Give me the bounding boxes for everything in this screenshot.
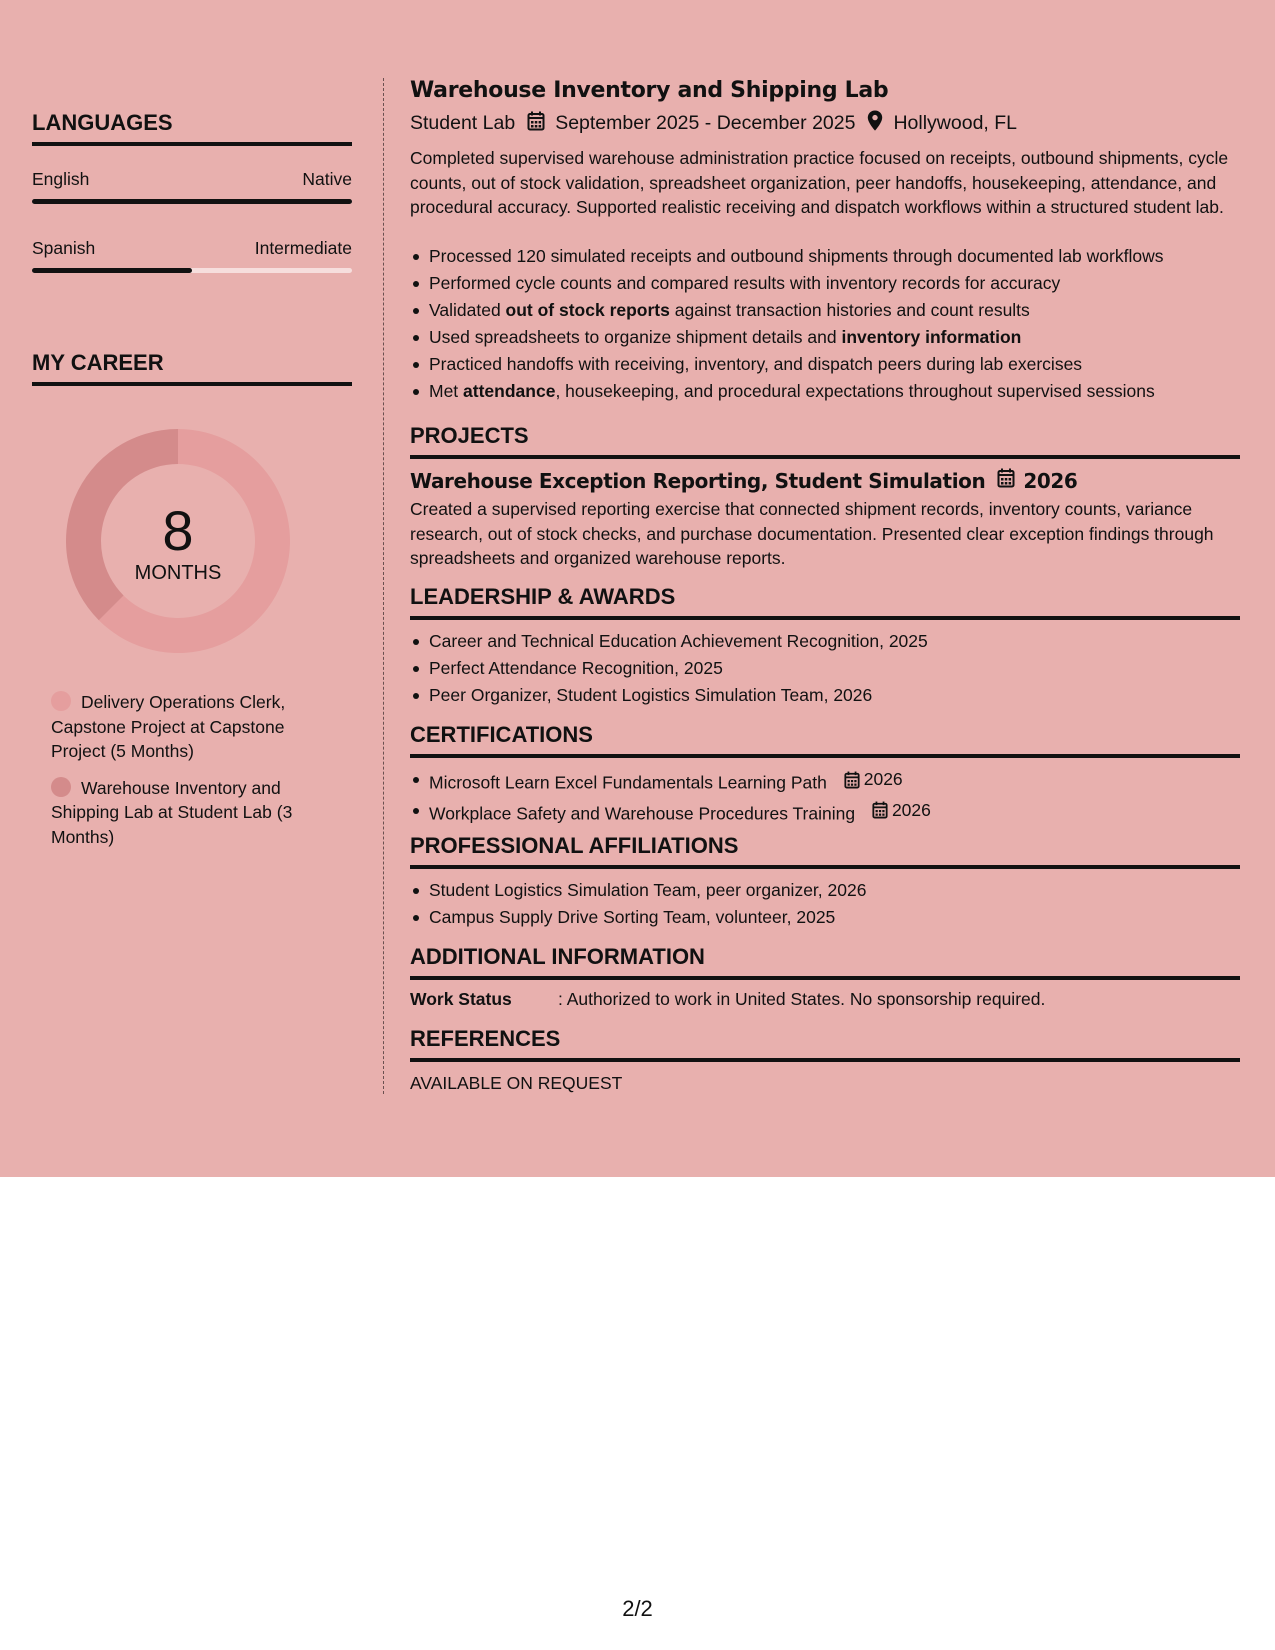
- calendar-icon: [997, 468, 1015, 493]
- job-description: Completed supervised warehouse administration practice focused on receipts, outbound shipments, cycle counts, out of stock validation, spreadsheet organization, peer handoffs, housekeeping, attendance, and procedural accuracy. Supported realistic receiving and dispatch workflows within a structured student lab.: [410, 148, 1229, 217]
- leadership-item: Career and Technical Education Achievement Recognition, 2025: [410, 628, 1240, 655]
- language-level: Intermediate: [254, 238, 352, 258]
- section-rule: [410, 754, 1240, 758]
- language-proficiency-bar: [32, 268, 352, 273]
- job-bullet: Met attendance, housekeeping, and procedural expectations throughout supervised sessions: [410, 378, 1163, 405]
- certifications-heading: CERTIFICATIONS: [410, 722, 593, 747]
- language-name: Spanish: [32, 238, 96, 258]
- section-rule: [410, 616, 1240, 620]
- leadership-heading: LEADERSHIP & AWARDS: [410, 584, 676, 609]
- languages-section: [32, 110, 352, 146]
- calendar-icon: [872, 801, 888, 819]
- job-title: Warehouse Inventory and Shipping Lab: [410, 78, 889, 103]
- career-section: [32, 350, 352, 386]
- certification-name: Microsoft Learn Excel Fundamentals Learning Path: [429, 772, 827, 793]
- section-rule: [410, 455, 1240, 459]
- certifications-list: [410, 766, 1240, 827]
- certification-date: [872, 797, 931, 824]
- section-rule: [410, 976, 1240, 980]
- project-header: [410, 468, 1240, 493]
- section-rule: [410, 865, 1240, 869]
- job-dates: September 2025 - December 2025: [555, 112, 856, 134]
- column-divider: [383, 78, 384, 1094]
- affiliations-list: [410, 877, 1240, 931]
- job-bullet: Used spreadsheets to organize shipment details and inventory information: [410, 324, 1163, 351]
- job-location: Hollywood, FL: [893, 112, 1018, 134]
- language-proficiency-fill: [32, 199, 352, 204]
- location-pin-icon: [867, 110, 883, 137]
- certification-item: [410, 797, 1240, 828]
- leadership-item: Peer Organizer, Student Logistics Simulation Team, 2026: [410, 682, 1240, 709]
- career-total-unit: MONTHS: [134, 562, 222, 584]
- references-text: AVAILABLE ON REQUEST: [410, 1073, 623, 1093]
- work-status-label: Work Status: [410, 989, 512, 1009]
- career-legend-label: Warehouse Inventory and Shipping Lab at Student Lab (3 Months): [51, 777, 293, 847]
- work-status-value: : Authorized to work in United States. No sponsorship required.: [558, 989, 1046, 1009]
- leadership-section: [410, 584, 1240, 709]
- donut-center: [66, 429, 290, 653]
- affiliation-item: Student Logistics Simulation Team, peer organizer, 2026: [410, 877, 1240, 904]
- affiliations-heading: PROFESSIONAL AFFILIATIONS: [410, 833, 739, 858]
- projects-heading: PROJECTS: [410, 423, 529, 448]
- certification-year: 2026: [863, 769, 903, 789]
- career-legend-item: [51, 690, 321, 764]
- section-rule: [410, 1058, 1240, 1062]
- language-level: Native: [302, 169, 352, 189]
- career-legend-item: [51, 776, 321, 850]
- language-proficiency-fill: [32, 268, 192, 273]
- language-name: English: [32, 169, 90, 189]
- affiliations-section: [410, 833, 1240, 931]
- career-heading: MY CAREER: [32, 350, 164, 375]
- references-section: [410, 1026, 1240, 1094]
- project-year: 2026: [1023, 468, 1078, 493]
- career-donut-chart: [66, 429, 290, 653]
- affiliation-item: Campus Supply Drive Sorting Team, volunteer, 2025: [410, 904, 1240, 931]
- calendar-icon: [844, 771, 860, 789]
- certification-name: Workplace Safety and Warehouse Procedures Training: [429, 803, 856, 823]
- additional-heading: ADDITIONAL INFORMATION: [410, 944, 705, 969]
- job-meta: [410, 110, 1017, 137]
- job-bullet: Validated out of stock reports against transaction histories and count results: [410, 297, 1163, 324]
- project-description: Created a supervised reporting exercise that connected shipment records, inventory counts, variance research, out of stock checks, and purchase documentation. Presented clear exception findings through spreadsheets and organized warehouse reports.: [410, 499, 1214, 568]
- projects-section: [410, 423, 1240, 571]
- leadership-list: [410, 628, 1240, 709]
- section-rule: [32, 382, 352, 386]
- job-bullet-list: [410, 243, 1163, 405]
- job-bullet: Performed cycle counts and compared results with inventory records for accuracy: [410, 270, 1163, 297]
- page-number: 2/2: [622, 1596, 653, 1621]
- job-organization: Student Lab: [410, 112, 516, 134]
- calendar-icon: [527, 111, 545, 137]
- certification-year: 2026: [891, 799, 931, 820]
- certification-date: [844, 766, 903, 793]
- section-rule: [32, 142, 352, 146]
- certification-item: [410, 766, 1240, 797]
- career-total-months: 8: [162, 499, 194, 562]
- legend-dot: [51, 777, 71, 797]
- languages-heading: LANGUAGES: [32, 110, 173, 135]
- career-legend-label: Delivery Operations Clerk, Capstone Project at Capstone Project (5 Months): [51, 692, 286, 761]
- job-bullet: Processed 120 simulated receipts and outbound shipments through documented lab workflows: [410, 243, 1163, 270]
- leadership-item: Perfect Attendance Recognition, 2025: [410, 655, 1240, 682]
- language-proficiency-bar: [32, 199, 352, 204]
- certifications-section: [410, 722, 1240, 827]
- job-bullet: Practiced handoffs with receiving, inventory, and dispatch peers during lab exercises: [410, 351, 1163, 378]
- references-heading: REFERENCES: [410, 1026, 561, 1051]
- work-status-row: [410, 989, 1240, 1010]
- additional-section: [410, 944, 1240, 1010]
- legend-dot: [51, 691, 71, 711]
- career-legend: [51, 690, 321, 861]
- project-name: Warehouse Exception Reporting, Student Simulation: [410, 468, 986, 493]
